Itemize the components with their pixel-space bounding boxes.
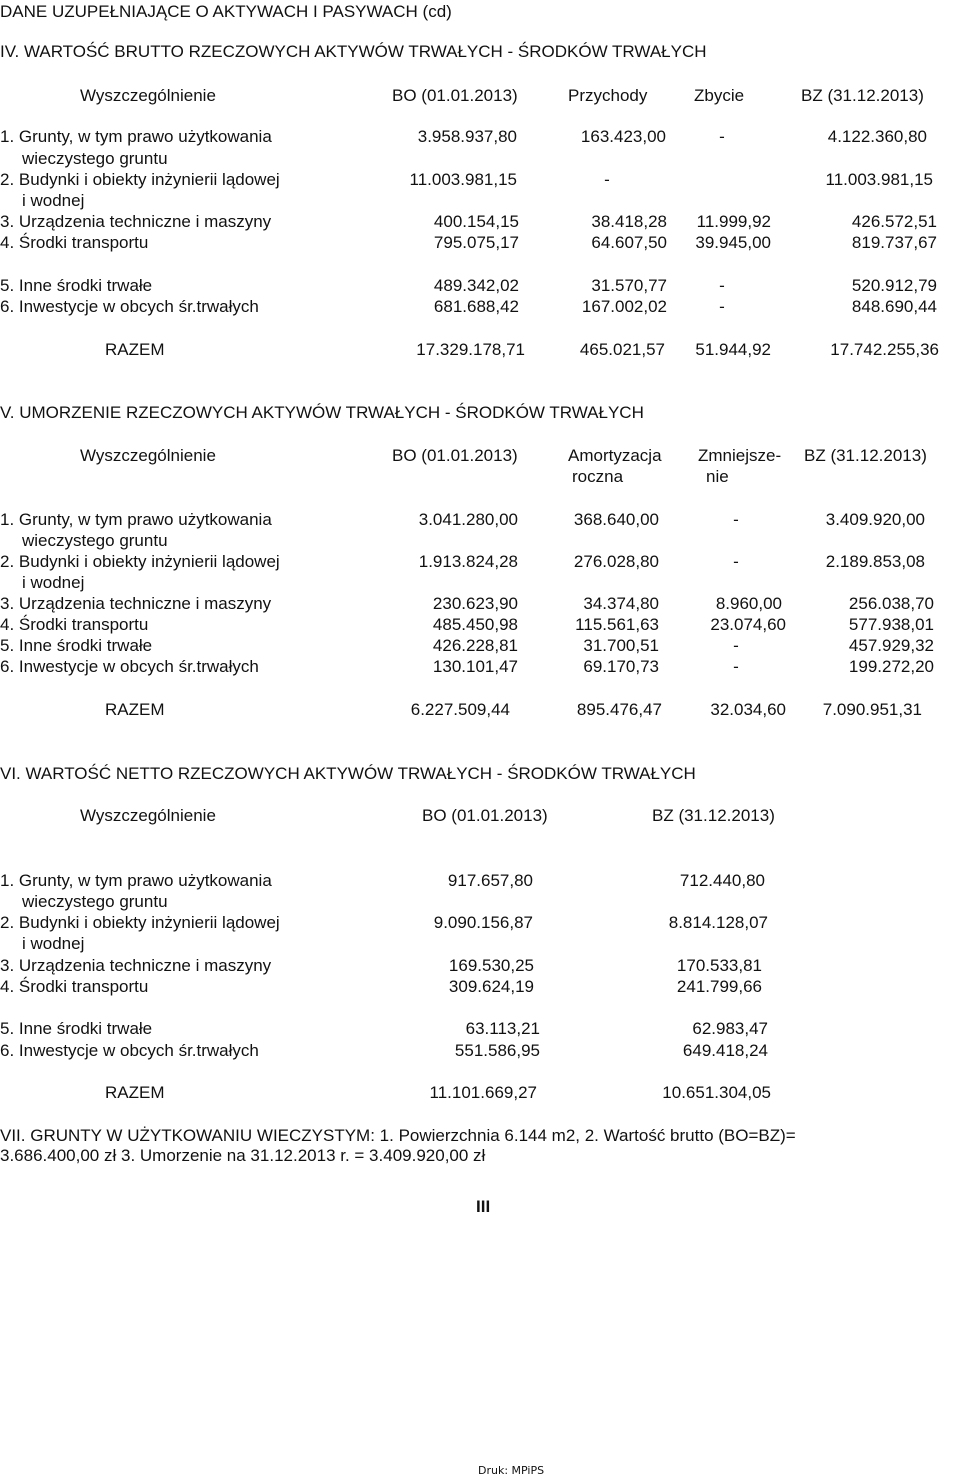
v-row-label-cont: i wodnej — [22, 573, 85, 592]
section-vii-line-2: 3.686.400,00 zł 3. Umorzenie na 31.12.2013 r. = 3.409.920,00 zł — [0, 1146, 486, 1165]
iv-row-label: 6. Inwestycje w obcych śr.trwałych — [0, 297, 259, 316]
v-header-amortyzacja-cont: roczna — [572, 467, 624, 486]
v-row-zmniejszenie: - — [733, 510, 739, 529]
iv-row-bz: 426.572,51 — [851, 212, 937, 231]
iv-row-przychody: - — [604, 170, 610, 189]
iv-row-przychody: 31.570,77 — [591, 276, 667, 295]
v-row-label: 1. Grunty, w tym prawo użytkowania — [0, 510, 272, 529]
vi-total-label: RAZEM — [105, 1083, 165, 1102]
iv-row-label: 5. Inne środki trwałe — [0, 276, 153, 295]
vi-row-label-cont: i wodnej — [22, 934, 85, 953]
v-row-bz: 199.272,20 — [848, 657, 934, 676]
page-number: III — [476, 1197, 491, 1216]
v-row-bo: 426.228,81 — [432, 636, 518, 655]
v-header-zmniejszenie: Zmniejsze- — [698, 446, 782, 465]
iv-row-bo: 681.688,42 — [433, 297, 519, 316]
v-row-bo: 230.623,90 — [432, 594, 518, 613]
v-row-bo: 3.041.280,00 — [418, 510, 518, 529]
iv-header-przychody: Przychody — [568, 86, 648, 105]
vi-row-label: 5. Inne środki trwałe — [0, 1019, 153, 1038]
v-row-label: 3. Urządzenia techniczne i maszyny — [0, 594, 272, 613]
v-row-zmniejszenie: 23.074,60 — [710, 615, 786, 634]
page-title: DANE UZUPEŁNIAJĄCE O AKTYWACH I PASYWACH (cd) — [0, 2, 452, 21]
v-row-bz: 2.189.853,08 — [825, 552, 925, 571]
iv-row-label-cont: wieczystego gruntu — [22, 149, 168, 168]
vi-row-label: 6. Inwestycje w obcych śr.trwałych — [0, 1041, 259, 1060]
print-footer: Druk: MPiPS — [478, 1464, 545, 1477]
vi-row-bz: 241.799,66 — [676, 977, 762, 996]
v-row-bz: 256.038,70 — [848, 594, 934, 613]
iv-row-label: 4. Środki transportu — [0, 233, 149, 252]
section-v-title: V. UMORZENIE RZECZOWYCH AKTYWÓW TRWAŁYCH - ŚRODKÓW TRWAŁYCH — [0, 403, 644, 422]
v-row-zmniejszenie: - — [733, 657, 739, 676]
iv-row-przychody: 38.418,28 — [591, 212, 667, 231]
vi-row-bo: 551.586,95 — [454, 1041, 540, 1060]
v-row-label: 5. Inne środki trwałe — [0, 636, 153, 655]
iv-row-bo: 795.075,17 — [433, 233, 519, 252]
v-header-name: Wyszczególnienie — [80, 446, 216, 465]
iv-row-label: 2. Budynki i obiekty inżynierii lądowej — [0, 170, 280, 189]
vi-row-label: 1. Grunty, w tym prawo użytkowania — [0, 871, 272, 890]
v-row-zmniejszenie: - — [733, 636, 739, 655]
v-row-bo: 485.450,98 — [432, 615, 518, 634]
v-row-zmniejszenie: - — [733, 552, 739, 571]
v-header-zmniejszenie-cont: nie — [706, 467, 729, 486]
v-total-bz: 7.090.951,31 — [822, 700, 922, 719]
section-vii-line-1: VII. GRUNTY W UŻYTKOWANIU WIECZYSTYM: 1. Powierzchnia 6.144 m2, 2. Wartość brutto (BO=BZ)= — [0, 1126, 796, 1145]
vi-header-bz: BZ (31.12.2013) — [652, 806, 775, 825]
iv-header-bo: BO (01.01.2013) — [392, 86, 518, 105]
v-row-bz: 3.409.920,00 — [825, 510, 925, 529]
vi-row-bo: 309.624,19 — [448, 977, 534, 996]
v-row-amortyzacja: 115.561,63 — [575, 615, 659, 634]
vi-total-bz: 10.651.304,05 — [662, 1083, 771, 1102]
vi-row-bz: 649.418,24 — [682, 1041, 768, 1060]
iv-row-label: 1. Grunty, w tym prawo użytkowania — [0, 127, 272, 146]
iv-row-bo: 489.342,02 — [433, 276, 519, 295]
v-row-bo: 130.101,47 — [432, 657, 518, 676]
iv-row-bz: 848.690,44 — [851, 297, 937, 316]
v-row-amortyzacja: 276.028,80 — [573, 552, 659, 571]
iv-total-zbycie: 51.944,92 — [695, 340, 771, 359]
vi-row-bz: 712.440,80 — [679, 871, 765, 890]
section-vi-title: VI. WARTOŚĆ NETTO RZECZOWYCH AKTYWÓW TRWAŁYCH - ŚRODKÓW TRWAŁYCH — [0, 764, 696, 783]
vi-row-bo: 169.530,25 — [448, 956, 534, 975]
v-header-bz: BZ (31.12.2013) — [804, 446, 927, 465]
iv-row-bz: 819.737,67 — [851, 233, 937, 252]
iv-row-zbycie: 39.945,00 — [695, 233, 771, 252]
v-header-amortyzacja: Amortyzacja — [568, 446, 662, 465]
iv-row-bo: 3.958.937,80 — [417, 127, 517, 146]
vi-row-bz: 170.533,81 — [676, 956, 762, 975]
v-row-amortyzacja: 34.374,80 — [583, 594, 659, 613]
v-total-zmniejszenie: 32.034,60 — [710, 700, 786, 719]
iv-row-zbycie: 11.999,92 — [696, 212, 771, 231]
iv-header-name: Wyszczególnienie — [80, 86, 216, 105]
vi-header-name: Wyszczególnienie — [80, 806, 216, 825]
vi-row-label-cont: wieczystego gruntu — [22, 892, 168, 911]
v-row-label-cont: wieczystego gruntu — [22, 531, 168, 550]
v-row-label: 2. Budynki i obiekty inżynierii lądowej — [0, 552, 280, 571]
iv-total-bo: 17.329.178,71 — [416, 340, 525, 359]
iv-row-zbycie: - — [719, 297, 725, 316]
v-total-amortyzacja: 895.476,47 — [576, 700, 662, 719]
vi-row-bo: 9.090.156,87 — [433, 913, 533, 932]
iv-row-bo: 11.003.981,15 — [409, 170, 517, 189]
iv-row-bo: 400.154,15 — [433, 212, 519, 231]
vi-row-bz: 62.983,47 — [692, 1019, 768, 1038]
vi-row-bo: 917.657,80 — [447, 871, 533, 890]
v-row-bz: 457.929,32 — [848, 636, 934, 655]
v-row-bz: 577.938,01 — [848, 615, 934, 634]
v-total-label: RAZEM — [105, 700, 165, 719]
vi-total-bo: 11.101.669,27 — [429, 1083, 537, 1102]
vi-row-label: 4. Środki transportu — [0, 977, 149, 996]
iv-header-bz: BZ (31.12.2013) — [801, 86, 924, 105]
iv-total-bz: 17.742.255,36 — [830, 340, 939, 359]
iv-row-label: 3. Urządzenia techniczne i maszyny — [0, 212, 272, 231]
v-row-amortyzacja: 31.700,51 — [583, 636, 659, 655]
v-row-label: 6. Inwestycje w obcych śr.trwałych — [0, 657, 259, 676]
v-header-bo: BO (01.01.2013) — [392, 446, 518, 465]
v-row-amortyzacja: 69.170,73 — [583, 657, 659, 676]
iv-row-zbycie: - — [719, 276, 725, 295]
iv-row-bz: 11.003.981,15 — [825, 170, 933, 189]
v-row-label: 4. Środki transportu — [0, 615, 149, 634]
iv-row-zbycie: - — [719, 127, 725, 146]
iv-row-przychody: 167.002,02 — [581, 297, 667, 316]
v-row-bo: 1.913.824,28 — [418, 552, 518, 571]
vi-row-label: 3. Urządzenia techniczne i maszyny — [0, 956, 272, 975]
v-row-amortyzacja: 368.640,00 — [573, 510, 659, 529]
iv-row-bz: 4.122.360,80 — [827, 127, 927, 146]
iv-row-przychody: 64.607,50 — [591, 233, 667, 252]
vi-row-bz: 8.814.128,07 — [668, 913, 768, 932]
vi-row-bo: 63.113,21 — [465, 1019, 540, 1038]
vi-header-bo: BO (01.01.2013) — [422, 806, 548, 825]
vi-row-label: 2. Budynki i obiekty inżynierii lądowej — [0, 913, 280, 932]
iv-header-zbycie: Zbycie — [694, 86, 745, 105]
iv-total-label: RAZEM — [105, 340, 165, 359]
v-total-bo: 6.227.509,44 — [410, 700, 510, 719]
iv-row-przychody: 163.423,00 — [580, 127, 666, 146]
v-row-zmniejszenie: 8.960,00 — [715, 594, 782, 613]
iv-row-label-cont: i wodnej — [22, 191, 85, 210]
iv-row-bz: 520.912,79 — [851, 276, 937, 295]
iv-total-przychody: 465.021,57 — [579, 340, 665, 359]
section-iv-title: IV. WARTOŚĆ BRUTTO RZECZOWYCH AKTYWÓW TRWAŁYCH - ŚRODKÓW TRWAŁYCH — [0, 42, 707, 61]
